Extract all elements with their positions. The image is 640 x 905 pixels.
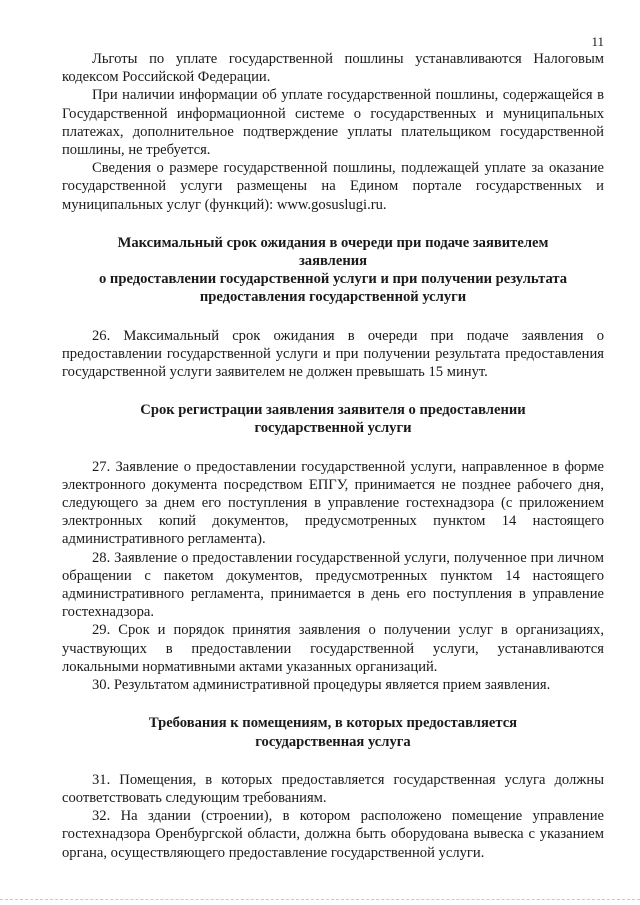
- paragraph-32: 32. На здании (строении), в котором расположено помещение управление гостехнадзора Оренбургской области, должна быть оборудована вывеска с указанием органа, осуществляющего предоставление государственной услуги.: [62, 808, 604, 861]
- paragraph-26: 26. Максимальный срок ожидания в очереди при подаче заявления о предоставлении государственной услуги и при получении результата предоставления государственной услуги заявителем не должен превышать 15 минут.: [62, 327, 604, 381]
- paragraph-27: 27. Заявление о предоставлении государственной услуги, направленное в форме электронного документа посредством ЕПГУ, принимается не позднее рабочего дня, следующего за днем его поступления в управление гостехнадзора (с приложением электронных копий документов, предусмотренных пунктом 14 настоящего административного регламента).: [62, 458, 604, 548]
- document-body: [62, 50, 604, 862]
- paragraph: Льготы по уплате государственной пошлины устанавливаются Налоговым кодексом Российской Федерации.: [62, 51, 604, 86]
- heading-line: государственная услуга: [255, 733, 411, 750]
- section-heading-queue: [62, 234, 604, 307]
- paragraph-28: 28. Заявление о предоставлении государственной услуги, полученное при личном обращении с пакетом документов, предусмотренных пунктом 14 настоящего административного регламента, принимается в день его поступления в управление гостехнадзора.: [62, 549, 604, 621]
- heading-line: предоставления государственной услуги: [199, 289, 467, 306]
- page-edge-line: [0, 899, 640, 900]
- heading-line: государственной услуги: [254, 420, 412, 437]
- paragraph-31: 31. Помещения, в которых предоставляется государственная услуга должны соответствовать следующим требованиям.: [62, 771, 604, 806]
- paragraph-29: 29. Срок и порядок принятия заявления о получении услуг в организациях, участвующих в предоставлении государственной услуги, устанавливаются локальными нормативными актами указанных организаций.: [62, 622, 604, 675]
- heading-line: о предоставлении государственной услуги и при получении результата: [98, 271, 568, 288]
- paragraph-30: 30. Результатом административной процедуры является прием заявления.: [92, 677, 551, 694]
- heading-line: заявления: [298, 253, 368, 270]
- paragraph: Сведения о размере государственной пошлины, подлежащей уплате за оказание государственной услуги размещены на Едином портале государственных и муниципальных услуг (функций): www.gosuslugi.ru.: [62, 160, 604, 213]
- heading-line: Требования к помещениям, в которых предоставляется: [148, 715, 518, 732]
- heading-line: Срок регистрации заявления заявителя о предоставлении: [140, 402, 526, 419]
- section-heading-premises: [62, 714, 604, 750]
- page-number: 11: [591, 34, 604, 49]
- paragraph: При наличии информации об уплате государственной пошлины, содержащейся в Государственной информационной системе о государственных и муниципальных платежах, дополнительное подтверждение уплаты плательщиком государственной пошлины, не требуется.: [62, 87, 604, 159]
- section-heading-registration: [62, 401, 604, 437]
- heading-line: Максимальный срок ожидания в очереди при подаче заявителем: [117, 234, 549, 251]
